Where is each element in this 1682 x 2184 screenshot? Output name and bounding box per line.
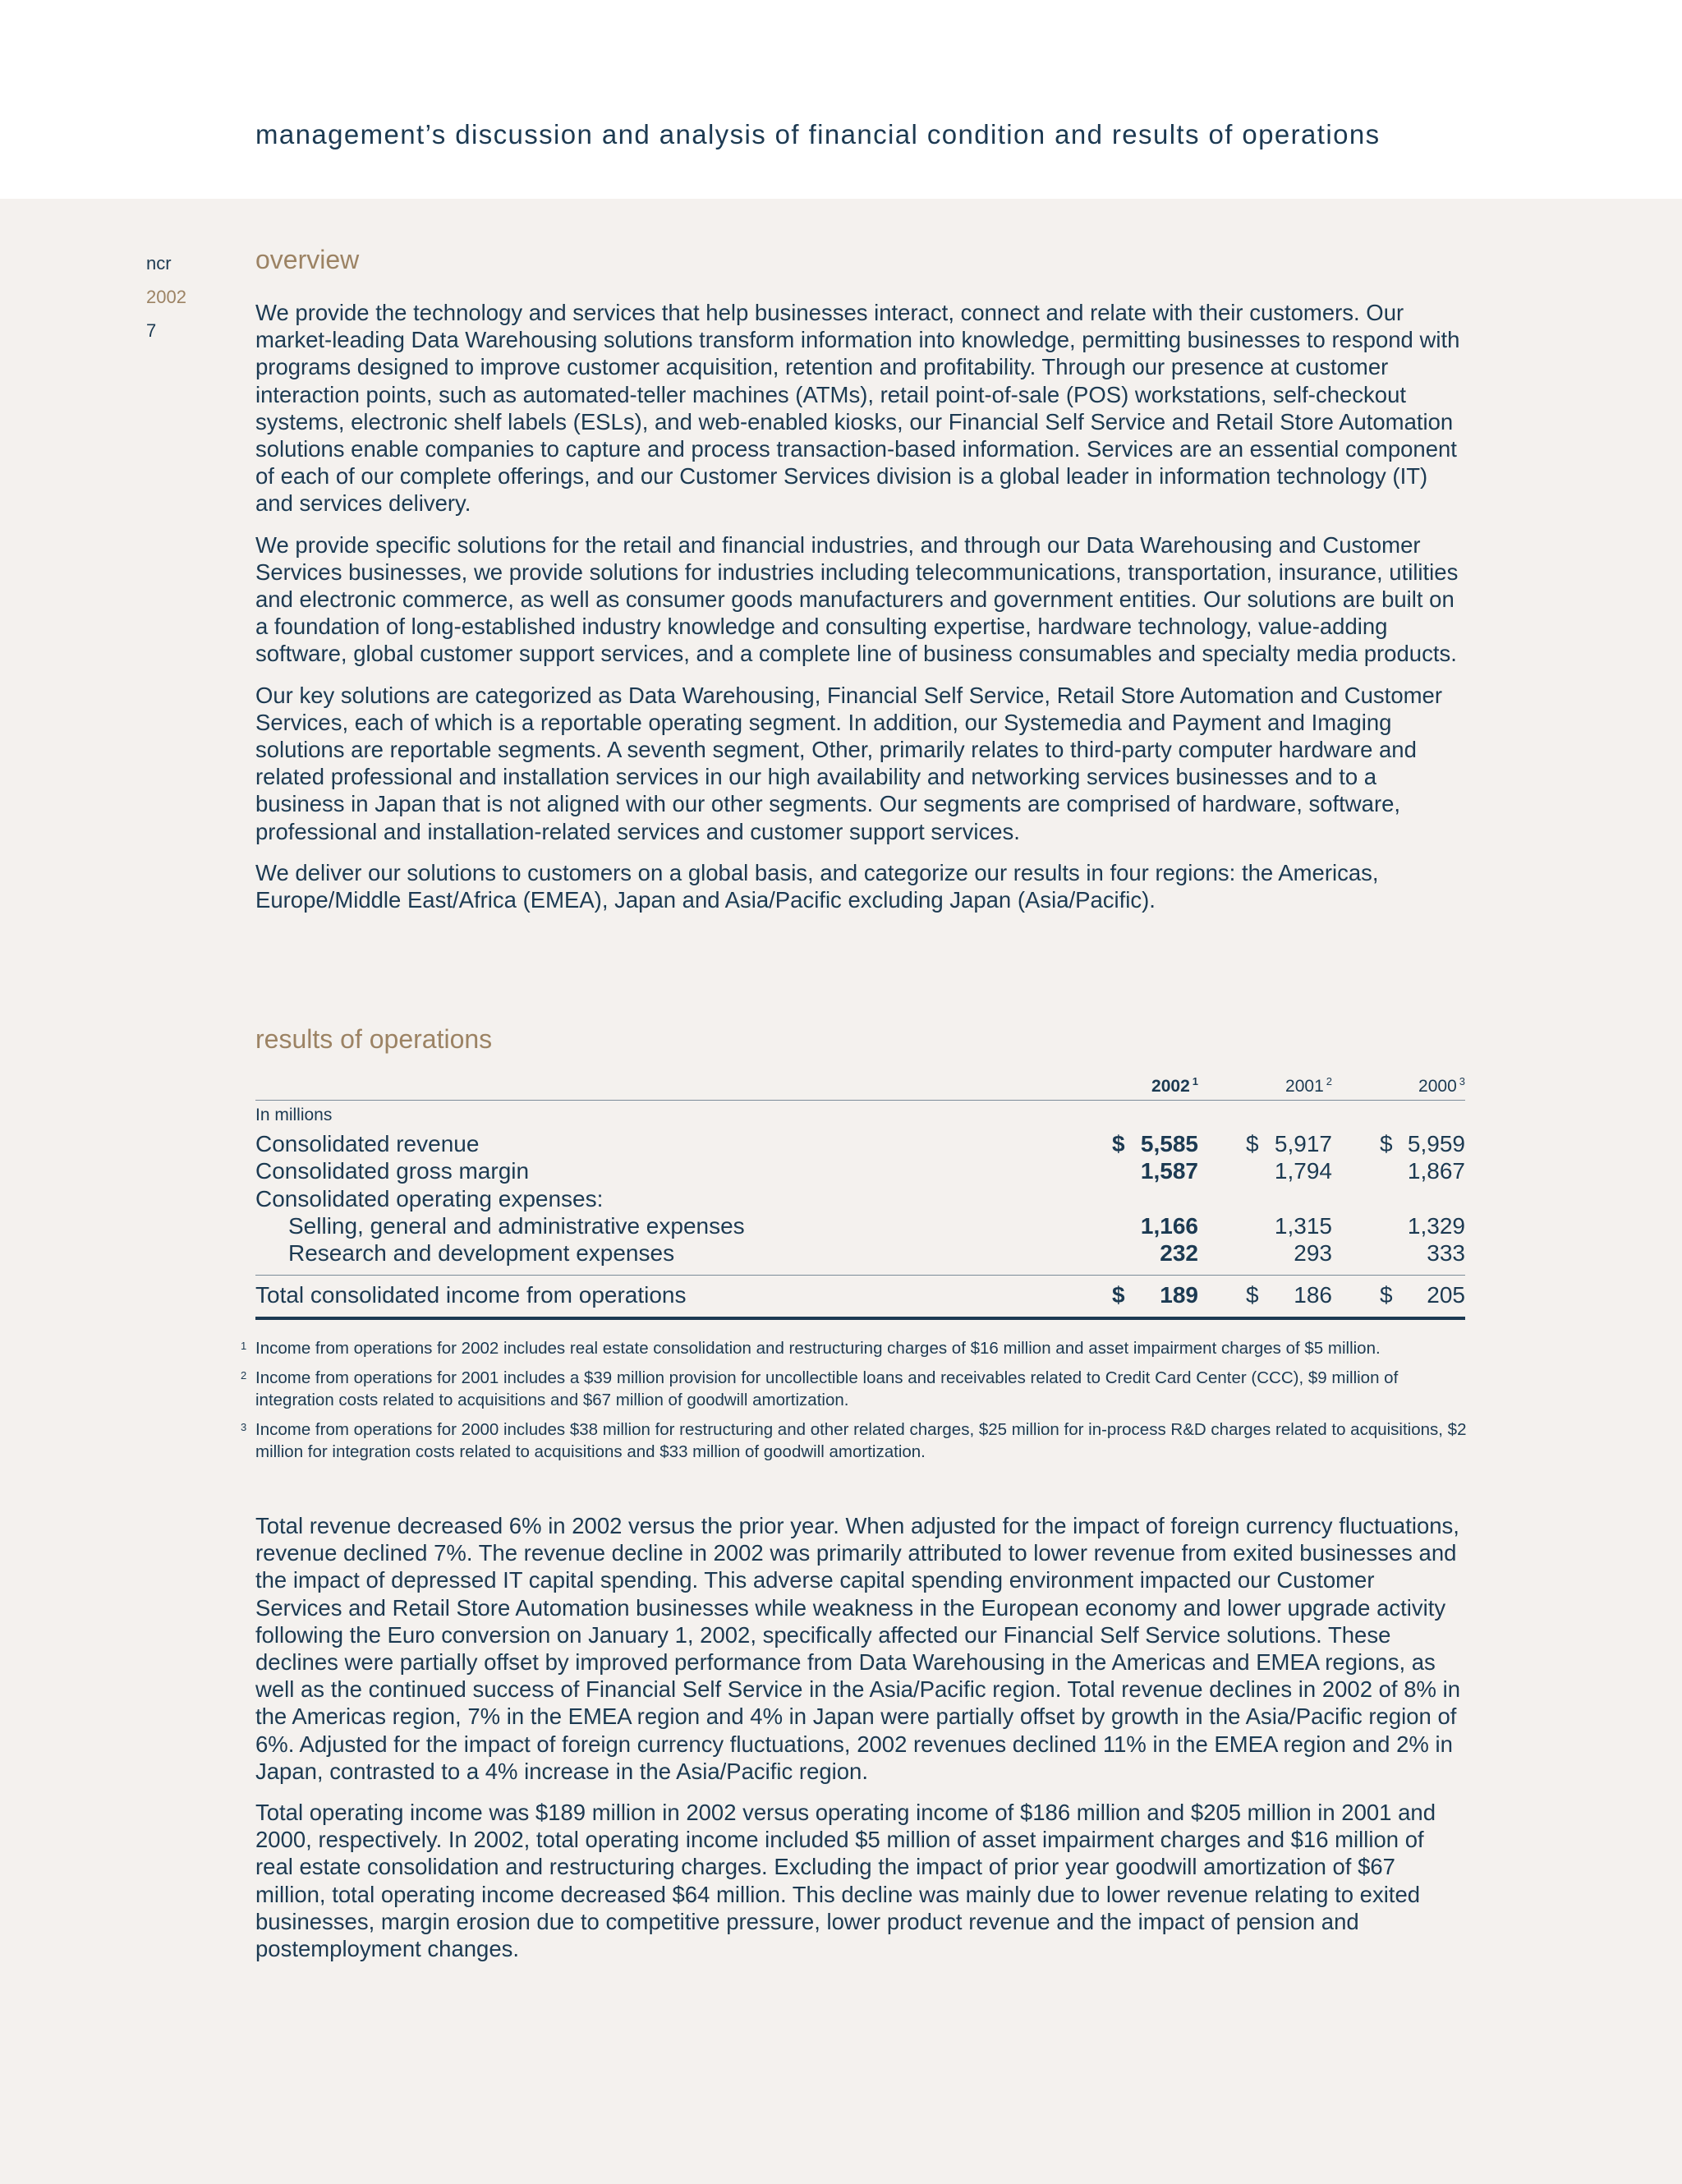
value-2000: 1,867 [1407, 1158, 1465, 1184]
table-row [255, 1239, 1465, 1267]
overview-heading: overview [255, 245, 360, 274]
value-2000: 205 [1427, 1282, 1465, 1308]
page-title: management’s discussion and analysis of financial condition and results of operations [255, 119, 1381, 149]
table-row [255, 1157, 1465, 1184]
currency-symbol: $ [1380, 1282, 1393, 1308]
row-label: Consolidated revenue [255, 1131, 480, 1156]
footnote [241, 1418, 1471, 1463]
results-body [255, 1512, 1467, 1976]
footnote-mark: 3 [241, 1421, 247, 1433]
overview-paragraph: We provide the technology and services that help businesses interact, connect and relate with their customers. Our market-leading Data Warehousing solutions transform information into knowledge, permitting businesses to respond with programs designed to improve customer acquisition, retention and profitability. Through our presence at customer interaction points, such as automated-teller machines (ATMs), retail point-of-sale (POS) workstations, self-checkout systems, electronic shelf labels (ESLs), and web-enabled kiosks, our Financial Self Service and Retail Store Automation solutions enable companies to capture and process transaction-based information. Services are an essential component of each of our complete offerings, and our Customer Services division is a global leader in information technology (IT) and services delivery. [255, 300, 1460, 517]
results-paragraph: Total revenue decreased 6% in 2002 versus the prior year. When adjusted for the impact of foreign currency fluctuations, revenue declined 7%. The revenue decline in 2002 was primarily attributed to lower revenue from exited businesses and the impact of depressed IT capital spending. This adverse capital spending environment impacted our Customer Services and Retail Store Automation businesses while weakness in the European economy and lower upgrade activity following the Euro conversion on January 1, 2002, specifically affected our Financial Self Service solutions. These declines were partially offset by improved performance from Data Warehousing in the Americas and EMEA regions, as well as the continued success of Financial Self Service in the Asia/Pacific region. Total revenue declines in 2002 of 8% in the Americas region, 7% in the EMEA region and 4% in Japan were partially offset by growth in the Asia/Pacific region of 6%. Adjusted for the impact of foreign currency fluctuations, 2002 revenues declined 11% in the EMEA region and 2% in Japan, contrasted to a 4% increase in the Asia/Pacific region. [255, 1513, 1460, 1784]
results-heading: results of operations [255, 1024, 493, 1054]
footnote [241, 1367, 1471, 1411]
row-label: Research and development expenses [288, 1240, 675, 1267]
value-2002: 1,587 [1140, 1158, 1198, 1184]
table-row [255, 1185, 1465, 1212]
year-header-2001: 2001 $^2$ [1285, 1075, 1332, 1096]
value-2000: 5,959 [1407, 1131, 1465, 1156]
footnote [241, 1337, 1471, 1359]
row-label: Selling, general and administrative expenses [288, 1212, 745, 1239]
overview-paragraph: We deliver our solutions to customers on a global basis, and categorize our results in four regions: the Americas, Europe/Middle East/Africa (EMEA), Japan and Asia/Pacific excluding Japan (Asia/Pacific). [255, 859, 1379, 913]
table-row [255, 1212, 1465, 1239]
year-header-2000: 2000 $^3$ [1418, 1075, 1465, 1096]
results-paragraph: Total operating income was $189 million in 2002 versus operating income of $186 million and $205 million in 2001 and 2000, respectively. In 2002, total operating income included $5 million of asset impairment charges and $16 million of real estate consolidation and restructuring charges. Excluding the impact of prior year goodwill amortization of $67 million, total operating income decreased $64 million. This decline was mainly due to lower revenue relating to exited businesses, margin erosion due to competitive pressure, lower product revenue and the impact of pension and postemployment changes. [255, 1800, 1436, 1962]
overview-paragraph: We provide specific solutions for the retail and financial industries, and through our Data Warehousing and Customer Services businesses, we provide solutions for industries including telecommunications, transportation, insurance, utilities and electronic commerce, as well as consumer goods manufacturers and government entities. Our solutions are built on a foundation of long-established industry knowledge and consulting expertise, hardware technology, value-adding software, global customer support services, and a complete line of business consumables and specialty media products. [255, 531, 1459, 667]
value-2002: 1,166 [1140, 1212, 1198, 1239]
table-header [255, 1072, 1465, 1101]
value-2000: 333 [1427, 1240, 1465, 1267]
currency-symbol: $ [1380, 1131, 1393, 1156]
total-row [255, 1276, 1465, 1320]
results-table [255, 1072, 1465, 1320]
value-2002: 189 [1160, 1282, 1198, 1308]
report-year: 2002 [146, 287, 186, 307]
overview-body [255, 299, 1467, 927]
value-2001: 5,917 [1274, 1131, 1332, 1156]
year-header-2002: 2002 $^1$ [1151, 1075, 1198, 1096]
footnote-mark: 1 [241, 1340, 247, 1352]
footnote-text: Income from operations for 2002 includes real estate consolidation and restructuring charges of $16 million and asset impairment charges of $5 million. [255, 1339, 1381, 1358]
margin-meta [146, 246, 186, 347]
currency-symbol: $ [1246, 1131, 1259, 1156]
row-label: Consolidated gross margin [255, 1158, 530, 1184]
company-name: ncr [146, 253, 172, 274]
row-label: Total consolidated income from operations [255, 1282, 687, 1308]
value-2002: 5,585 [1140, 1131, 1198, 1156]
table-row [255, 1130, 1465, 1157]
value-2001: 1,794 [1274, 1158, 1332, 1184]
currency-symbol: $ [1246, 1282, 1259, 1308]
footnote-mark: 2 [241, 1369, 247, 1382]
currency-symbol: $ [1112, 1131, 1125, 1156]
footnote-text: Income from operations for 2001 includes a $39 million provision for uncollectible loans and receivables related to Credit Card Center (CCC), $9 million of integration costs related to acquisitions and $67 million of goodwill amortization. [255, 1368, 1399, 1409]
value-2002: 232 [1160, 1240, 1198, 1267]
currency-symbol: $ [1112, 1282, 1125, 1308]
overview-paragraph: Our key solutions are categorized as Data Warehousing, Financial Self Service, Retail Store Automation and Customer Services, each of which is a reportable operating segment. In addition, our Systemedia and Payment and Imaging solutions are reportable segments. A seventh segment, Other, primarily relates to third-party computer hardware and related professional and installation services in our high availability and networking services businesses and to a business in Japan that is not aligned with our other segments. Our segments are comprised of hardware, software, professional and installation-related services and customer support services. [255, 682, 1442, 844]
footnotes [241, 1337, 1471, 1470]
value-2001: 293 [1294, 1240, 1332, 1267]
value-2001: 1,315 [1274, 1212, 1332, 1239]
units-label: In millions [255, 1106, 333, 1124]
header-band [0, 0, 1682, 199]
row-label: Consolidated operating expenses: [255, 1185, 604, 1212]
value-2001: 186 [1294, 1282, 1332, 1308]
footnote-text: Income from operations for 2000 includes $38 million for restructuring and other related charges, $25 million for in-process R&D charges related to acquisitions, $2 million for integration costs related to acquisitions and $33 million of goodwill amortization. [255, 1420, 1467, 1461]
page-number: 7 [146, 320, 157, 341]
value-2000: 1,329 [1407, 1212, 1465, 1239]
